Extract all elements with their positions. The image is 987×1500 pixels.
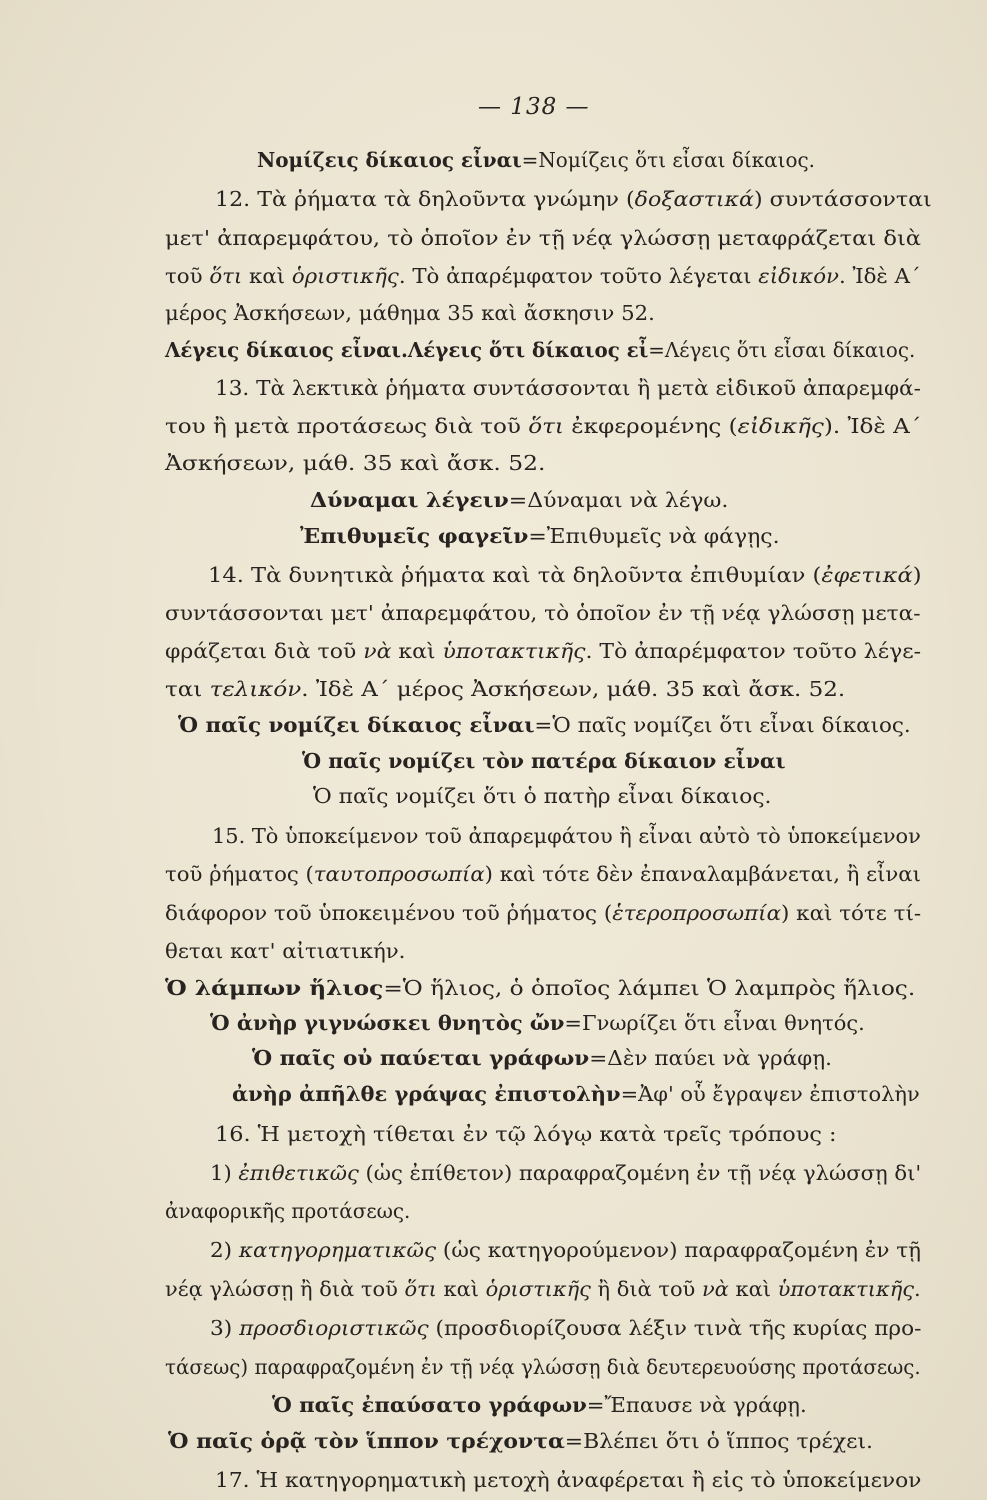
- text-run: . Ἰδὲ Α΄: [838, 264, 921, 288]
- page-number: — 138 —: [478, 94, 590, 120]
- text-run: =Νομίζεις ὅτι εἶσαι δίκαιος.: [521, 148, 816, 172]
- bold-run: Ὁ παῖς ὁρᾷ τὸν ἵππον τρέχοντα: [168, 1429, 565, 1453]
- text-run: 17. Ἡ κατηγορηματικὴ μετοχὴ ἀναφέρεται ἢ εἰς τὸ ὑποκείμενον: [215, 1468, 922, 1492]
- text-run: ται: [165, 677, 210, 701]
- text-run: 12. Τὰ ῥήματα τὰ δηλοῦντα γνώμην (: [215, 187, 635, 211]
- italic-run: ὅτι: [404, 1277, 437, 1301]
- italic-run: ἐφετικά: [821, 563, 913, 587]
- text-run: τοῦ: [165, 264, 210, 288]
- text-line: [168, 1431, 873, 1452]
- italic-run: ὁριστικῆς: [485, 1277, 591, 1301]
- text-run: =Βλέπει ὅτι ὁ ἵππος τρέχει.: [564, 1429, 874, 1453]
- text-line: [165, 266, 921, 287]
- text-run: . Ἰδὲ Α΄ μέρος Ἀσκήσεων, μάθ. 35 καὶ ἄσκ. 52.: [301, 677, 846, 701]
- text-run: Ὁ παῖς νομίζει ὅτι ὁ πατὴρ εἶναι δίκαιος.: [313, 784, 772, 808]
- text-line: [210, 1318, 921, 1339]
- text-line: [165, 1357, 921, 1378]
- text-line: [210, 1013, 865, 1034]
- text-line: [165, 1279, 921, 1300]
- bold-run: Νομίζεις δίκαιος εἶναι: [257, 148, 522, 172]
- text-line: [165, 864, 921, 885]
- text-line: [165, 903, 921, 924]
- italic-run: ἑτεροπροσωπία: [612, 901, 782, 925]
- italic-run: τελικόν: [209, 677, 302, 701]
- bold-run: Δύναμαι λέγειν: [310, 488, 509, 512]
- italic-run: εἰδικόν: [758, 264, 839, 288]
- text-run: .: [913, 1277, 921, 1301]
- text-line: [310, 490, 728, 511]
- text-line: [210, 1163, 921, 1184]
- text-line: [215, 378, 921, 399]
- italic-run: ταυτοπροσωπία: [313, 862, 485, 886]
- text-run: διάφορον τοῦ ὑποκειμένου τοῦ ῥήματος (: [165, 901, 613, 925]
- text-run: καὶ: [391, 639, 443, 663]
- text-line: [215, 189, 932, 210]
- text-run: 3): [210, 1316, 240, 1340]
- italic-run: ὑποτακτικῆς: [442, 639, 586, 663]
- text-run: θεται κατ' αἰτιατικήν.: [165, 939, 406, 963]
- text-run: . Τὸ ἀπαρέμφατον τοῦτο λέγε-: [585, 639, 922, 663]
- text-run: ) καὶ τότε δὲν ἐπαναλαμβάνεται, ἢ εἶναι: [484, 862, 921, 886]
- text-line: [215, 1124, 837, 1145]
- text-run: τοῦ ῥήματος (: [165, 862, 314, 886]
- bold-run: Ὁ παῖς νομίζει τὸν πατέρα δίκαιον εἶναι: [302, 749, 786, 773]
- text-run: (ὡς κατηγορούμενον) παραφραζομένη ἐν τῇ: [436, 1238, 922, 1262]
- text-run: =Δὲν παύει νὰ γράφῃ.: [589, 1046, 833, 1070]
- bold-run: Ἐπιθυμεῖς φαγεῖν: [300, 524, 529, 548]
- text-line: [165, 303, 655, 324]
- text-line: [165, 228, 921, 249]
- text-run: (προσδιορίζουσα λέξιν τινὰ τῆς κυρίας προ-: [428, 1316, 922, 1340]
- text-run: =Λέγεις ὅτι εἶσαι δίκαιος.: [648, 338, 916, 362]
- italic-run: ὅτι: [528, 414, 564, 438]
- text-run: καὶ: [242, 264, 292, 288]
- bold-run: Ὁ παῖς ἐπαύσατο γράφων: [272, 1393, 587, 1417]
- text-line: [165, 416, 921, 437]
- text-line: [165, 679, 845, 700]
- text-run: φράζεται διὰ τοῦ: [165, 639, 364, 663]
- text-run: ) καὶ τότε τί-: [781, 901, 922, 925]
- italic-run: ὅτι: [209, 264, 243, 288]
- text-run: 16. Ἡ μετοχὴ τίθεται ἐν τῷ λόγῳ κατὰ τρεῖς τρόπους :: [215, 1122, 837, 1146]
- text-run: 15. Τὸ ὑποκείμενον τοῦ ἀπαρεμφάτου ἢ εἶναι αὐτὸ τὸ ὑποκείμενον: [212, 824, 921, 848]
- text-run: =Ἐπιθυμεῖς νὰ φάγῃς.: [528, 524, 780, 548]
- text-line: [165, 941, 405, 962]
- text-run: 1): [210, 1161, 239, 1185]
- text-run: νέᾳ γλώσσῃ ἢ διὰ τοῦ: [165, 1277, 405, 1301]
- text-line: [165, 603, 921, 624]
- text-run: ) συντάσσονται: [753, 187, 932, 211]
- text-run: ἀναφορικῆς προτάσεως.: [165, 1199, 411, 1223]
- text-run: ἢ διὰ τοῦ: [590, 1277, 702, 1301]
- text-line: [302, 751, 786, 772]
- text-run: 2): [210, 1238, 239, 1262]
- text-run: του ἢ μετὰ προτάσεως διὰ τοῦ: [165, 414, 529, 438]
- bold-run: Λέγεις δίκαιος εἶναι.Λέγεις ὅτι δίκαιος εἶ: [165, 338, 649, 362]
- bold-run: Ὁ λάμπων ἥλιος: [165, 976, 384, 1000]
- text-line: [212, 826, 921, 847]
- text-line: [232, 1084, 920, 1105]
- text-line: [165, 340, 915, 361]
- text-line: [257, 150, 815, 171]
- bold-run: ἀνὴρ ἀπῆλθε γράψας ἐπιστολὴν: [232, 1082, 621, 1106]
- italic-run: ὁριστικῆς: [291, 264, 399, 288]
- text-line: [252, 1048, 832, 1069]
- text-run: =Ὁ ἥλιος, ὁ ὁποῖος λάμπει Ὁ λαμπρὸς ἥλιος.: [383, 976, 916, 1000]
- italic-run: κατηγορηματικῶς: [238, 1238, 437, 1262]
- text-run: Ἀσκήσεων, μάθ. 35 καὶ ἄσκ. 52.: [165, 451, 546, 475]
- italic-run: νὰ: [701, 1277, 729, 1301]
- text-run: =Δύναμαι νὰ λέγω.: [508, 488, 729, 512]
- text-run: (ὡς ἐπίθετον) παραφραζομένη ἐν τῇ νέᾳ γλώσσῃ δι': [358, 1161, 922, 1185]
- text-run: 13. Τὰ λεκτικὰ ῥήματα συντάσσονται ἢ μετὰ εἰδικοῦ ἀπαρεμφά-: [215, 376, 921, 400]
- text-line: [208, 565, 922, 586]
- text-run: ἐκφερομένης (: [563, 414, 738, 438]
- italic-run: νὰ: [363, 639, 392, 663]
- text-run: τάσεως) παραφραζομένη ἐν τῇ νέᾳ γλώσσῃ διὰ δευτερευούσης προτάσεως.: [165, 1355, 921, 1379]
- italic-run: εἰδικῆς: [737, 414, 824, 438]
- italic-run: προσδιοριστικῶς: [239, 1316, 429, 1340]
- text-line: [165, 453, 545, 474]
- text-line: [210, 1240, 921, 1261]
- text-run: ): [912, 563, 922, 587]
- bold-run: Ὁ παῖς οὐ παύεται γράφων: [252, 1046, 590, 1070]
- text-run: =Γνωρίζει ὅτι εἶναι θνητός.: [564, 1011, 865, 1035]
- italic-run: δοξαστικά: [634, 187, 754, 211]
- text-run: =Ἀφ' οὗ ἔγραψεν ἐπιστολὴν: [620, 1082, 920, 1106]
- text-run: =Ὁ παῖς νομίζει ὅτι εἶναι δίκαιος.: [534, 713, 911, 737]
- text-line: [313, 786, 771, 807]
- text-line: [165, 641, 921, 662]
- italic-run: ἐπιθετικῶς: [238, 1161, 359, 1185]
- italic-run: ὑποτακτικῆς: [777, 1277, 914, 1301]
- bold-run: Ὁ παῖς νομίζει δίκαιος εἶναι: [178, 713, 535, 737]
- text-run: συντάσσονται μετ' ἀπαρεμφάτου, τὸ ὁποῖον ἐν τῇ νέᾳ γλώσσῃ μετα-: [165, 601, 921, 625]
- text-run: . Τὸ ἀπαρέμφατον τοῦτο λέγεται: [398, 264, 759, 288]
- text-run: μέρος Ἀσκήσεων, μάθημα 35 καὶ ἄσκησιν 52.: [165, 301, 655, 325]
- text-run: =Ἔπαυσε νὰ γράφῃ.: [586, 1393, 807, 1417]
- text-run: 14. Τὰ δυνητικὰ ῥήματα καὶ τὰ δηλοῦντα ἐπιθυμίαν (: [208, 563, 822, 587]
- text-run: ). Ἰδὲ Α΄: [823, 414, 922, 438]
- text-line: [300, 526, 780, 547]
- text-line: [272, 1395, 807, 1416]
- text-line: [165, 978, 915, 999]
- text-line: [178, 715, 911, 736]
- text-line: [165, 1201, 410, 1222]
- text-run: καὶ: [728, 1277, 778, 1301]
- text-line: [215, 1470, 921, 1491]
- text-run: μετ' ἀπαρεμφάτου, τὸ ὁποῖον ἐν τῇ νέᾳ γλώσσῃ μεταφράζεται διὰ: [165, 226, 922, 250]
- text-run: καὶ: [436, 1277, 486, 1301]
- bold-run: Ὁ ἀνὴρ γιγνώσκει θνητὸς ὤν: [210, 1011, 565, 1035]
